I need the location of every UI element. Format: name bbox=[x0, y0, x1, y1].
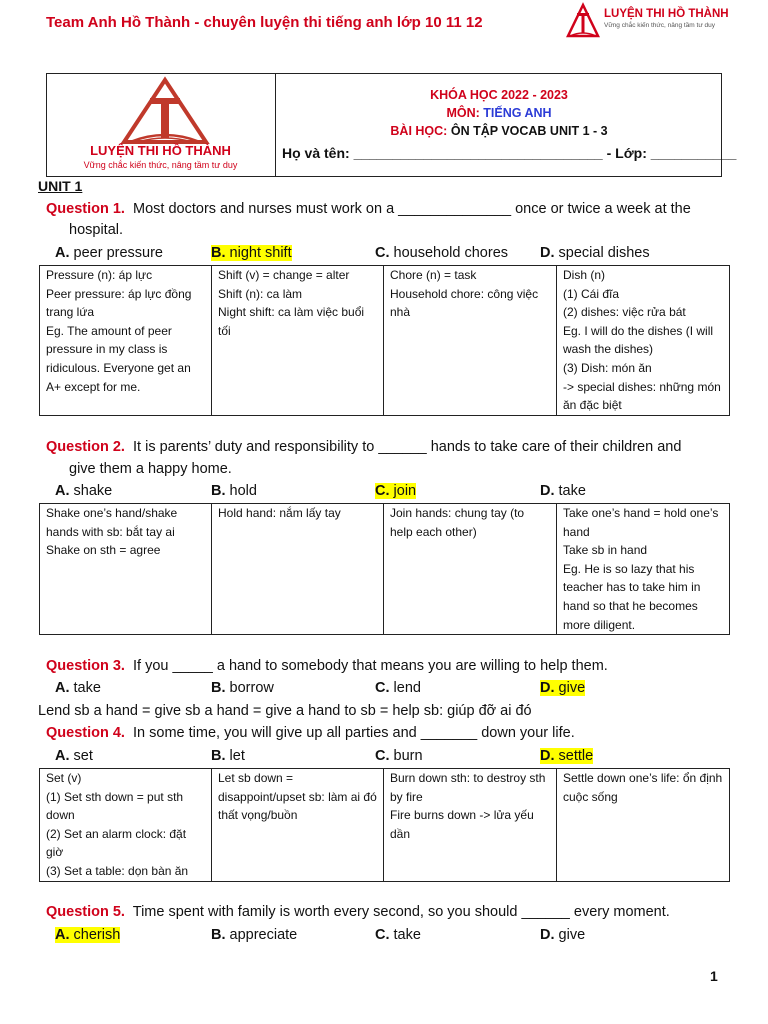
option-d-answer: D. settle bbox=[540, 748, 594, 764]
lesson-label: BÀI HỌC: bbox=[390, 124, 448, 138]
question-text: Time spent with family is worth every second, so you should ______ every moment. bbox=[132, 904, 670, 920]
option-b: B. borrow bbox=[211, 680, 274, 696]
question-4 bbox=[46, 725, 575, 741]
vocab-cell: Burn down sth: to destroy sth by fire Fire burns down -> lửa yếu dần bbox=[384, 769, 557, 882]
unit-title: UNIT 1 bbox=[38, 178, 83, 194]
page-number: 1 bbox=[710, 968, 718, 984]
option-d-answer: D. give bbox=[540, 680, 586, 696]
question-3 bbox=[46, 658, 608, 674]
option-b: B. let bbox=[211, 748, 245, 764]
question-label: Question 1. bbox=[46, 201, 125, 217]
lesson-line bbox=[276, 124, 722, 138]
vocab-cell: Set (v) (1) Set sth down = put sth down (2) Set an alarm clock: đặt giờ (3) Set a table: dọn bàn ăn bbox=[40, 769, 212, 882]
vocab-cell: Let sb down = disappoint/upset sb: làm ai đó thất vọng/buồn bbox=[212, 769, 384, 882]
option-b: B. appreciate bbox=[211, 927, 298, 943]
logo-icon bbox=[110, 76, 220, 148]
option-b-answer: B. night shift bbox=[211, 245, 292, 261]
option-c: C. take bbox=[375, 927, 421, 943]
vocab-cell: Hold hand: nắm lấy tay bbox=[212, 504, 384, 635]
option-c: C. household chores bbox=[375, 245, 509, 261]
student-name-line: Họ và tên: ________________________________ - Lớp: ___________ bbox=[282, 145, 737, 161]
option-b: B. hold bbox=[211, 483, 257, 499]
header-logo-name: LUYỆN THI HỒ THÀNH bbox=[604, 8, 729, 20]
vocab-cell: Pressure (n): áp lực Peer pressure: áp lực đồng trang lứa Eg. The amount of peer pressure in my class is ridiculous. Everyone get an A+ except for me. bbox=[40, 266, 212, 416]
vocab-cell: Shift (v) = change = alter Shift (n): ca làm Night shift: ca làm việc buổi tối bbox=[212, 266, 384, 416]
question-1-continued: hospital. bbox=[69, 222, 124, 238]
vocab-cell: Settle down one’s life: ổn định cuộc sống bbox=[557, 769, 730, 882]
question-2 bbox=[46, 439, 681, 455]
vocab-cell: Join hands: chung tay (to help each other) bbox=[384, 504, 557, 635]
question-1 bbox=[46, 201, 691, 217]
header-logo-tagline: Vững chắc kiến thức, nâng tầm tư duy bbox=[604, 22, 715, 29]
question-label: Question 4. bbox=[46, 725, 125, 741]
question-label: Question 3. bbox=[46, 658, 125, 674]
vocab-cell: Dish (n) (1) Cái đĩa (2) dishes: việc rửa bát Eg. I will do the dishes (I will wash the dishes) (3) Dish: món ăn -> special dishes: những món ăn đặc biệt bbox=[557, 266, 730, 416]
question-label: Question 5. bbox=[46, 904, 125, 920]
option-d: D. give bbox=[540, 927, 586, 943]
question-text: Most doctors and nurses must work on a ______________ once or twice a week at the bbox=[133, 201, 691, 217]
vocab-table-q1 bbox=[39, 265, 730, 416]
option-c: C. lend bbox=[375, 680, 421, 696]
question-2-continued: give them a happy home. bbox=[69, 461, 232, 477]
option-a-answer: A. cherish bbox=[55, 927, 121, 943]
course-year: KHÓA HỌC 2022 - 2023 bbox=[430, 88, 568, 102]
subject-value: TIẾNG ANH bbox=[483, 106, 552, 120]
question-text: If you _____ a hand to somebody that means you are willing to help them. bbox=[133, 658, 608, 674]
question-5 bbox=[46, 904, 670, 920]
vocab-cell: Shake one’s hand/shake hands with sb: bắt tay ai Shake on sth = agree bbox=[40, 504, 212, 635]
option-a: A. take bbox=[55, 680, 101, 696]
option-a: A. peer pressure bbox=[55, 245, 163, 261]
vocab-cell: Chore (n) = task Household chore: công việc nhà bbox=[384, 266, 557, 416]
option-c: C. burn bbox=[375, 748, 423, 764]
option-d: D. special dishes bbox=[540, 245, 650, 261]
option-c-answer: C. join bbox=[375, 483, 417, 499]
logo-tagline: Vững chắc kiến thức, nâng tầm tư duy bbox=[83, 160, 238, 170]
option-a: A. shake bbox=[55, 483, 113, 499]
subject-label: MÔN: bbox=[446, 106, 480, 120]
lesson-value: ÔN TẬP VOCAB UNIT 1 - 3 bbox=[450, 124, 608, 138]
logo-name: LUYỆN THI HỒ THÀNH bbox=[90, 143, 231, 158]
option-d: D. take bbox=[540, 483, 586, 499]
vocab-cell: Take one’s hand = hold one’s hand Take sb in hand Eg. He is so lazy that his teacher has to take him in hand so that he becomes more diligent. bbox=[557, 504, 730, 635]
question-label: Question 2. bbox=[46, 439, 125, 455]
subject-line bbox=[276, 106, 722, 120]
question-text: It is parents’ duty and responsibility to ______ hands to take care of their children and bbox=[133, 439, 682, 455]
option-a: A. set bbox=[55, 748, 93, 764]
vocab-table-q2 bbox=[39, 503, 730, 635]
question-3-note: Lend sb a hand = give sb a hand = give a hand to sb = help sb: giúp đỡ ai đó bbox=[38, 703, 532, 719]
question-text: In some time, you will give up all parties and _______ down your life. bbox=[133, 725, 575, 741]
vocab-table-q4 bbox=[39, 768, 730, 882]
page-header-title: Team Anh Hồ Thành - chuyên luyện thi tiếng anh lớp 10 11 12 bbox=[46, 14, 483, 31]
